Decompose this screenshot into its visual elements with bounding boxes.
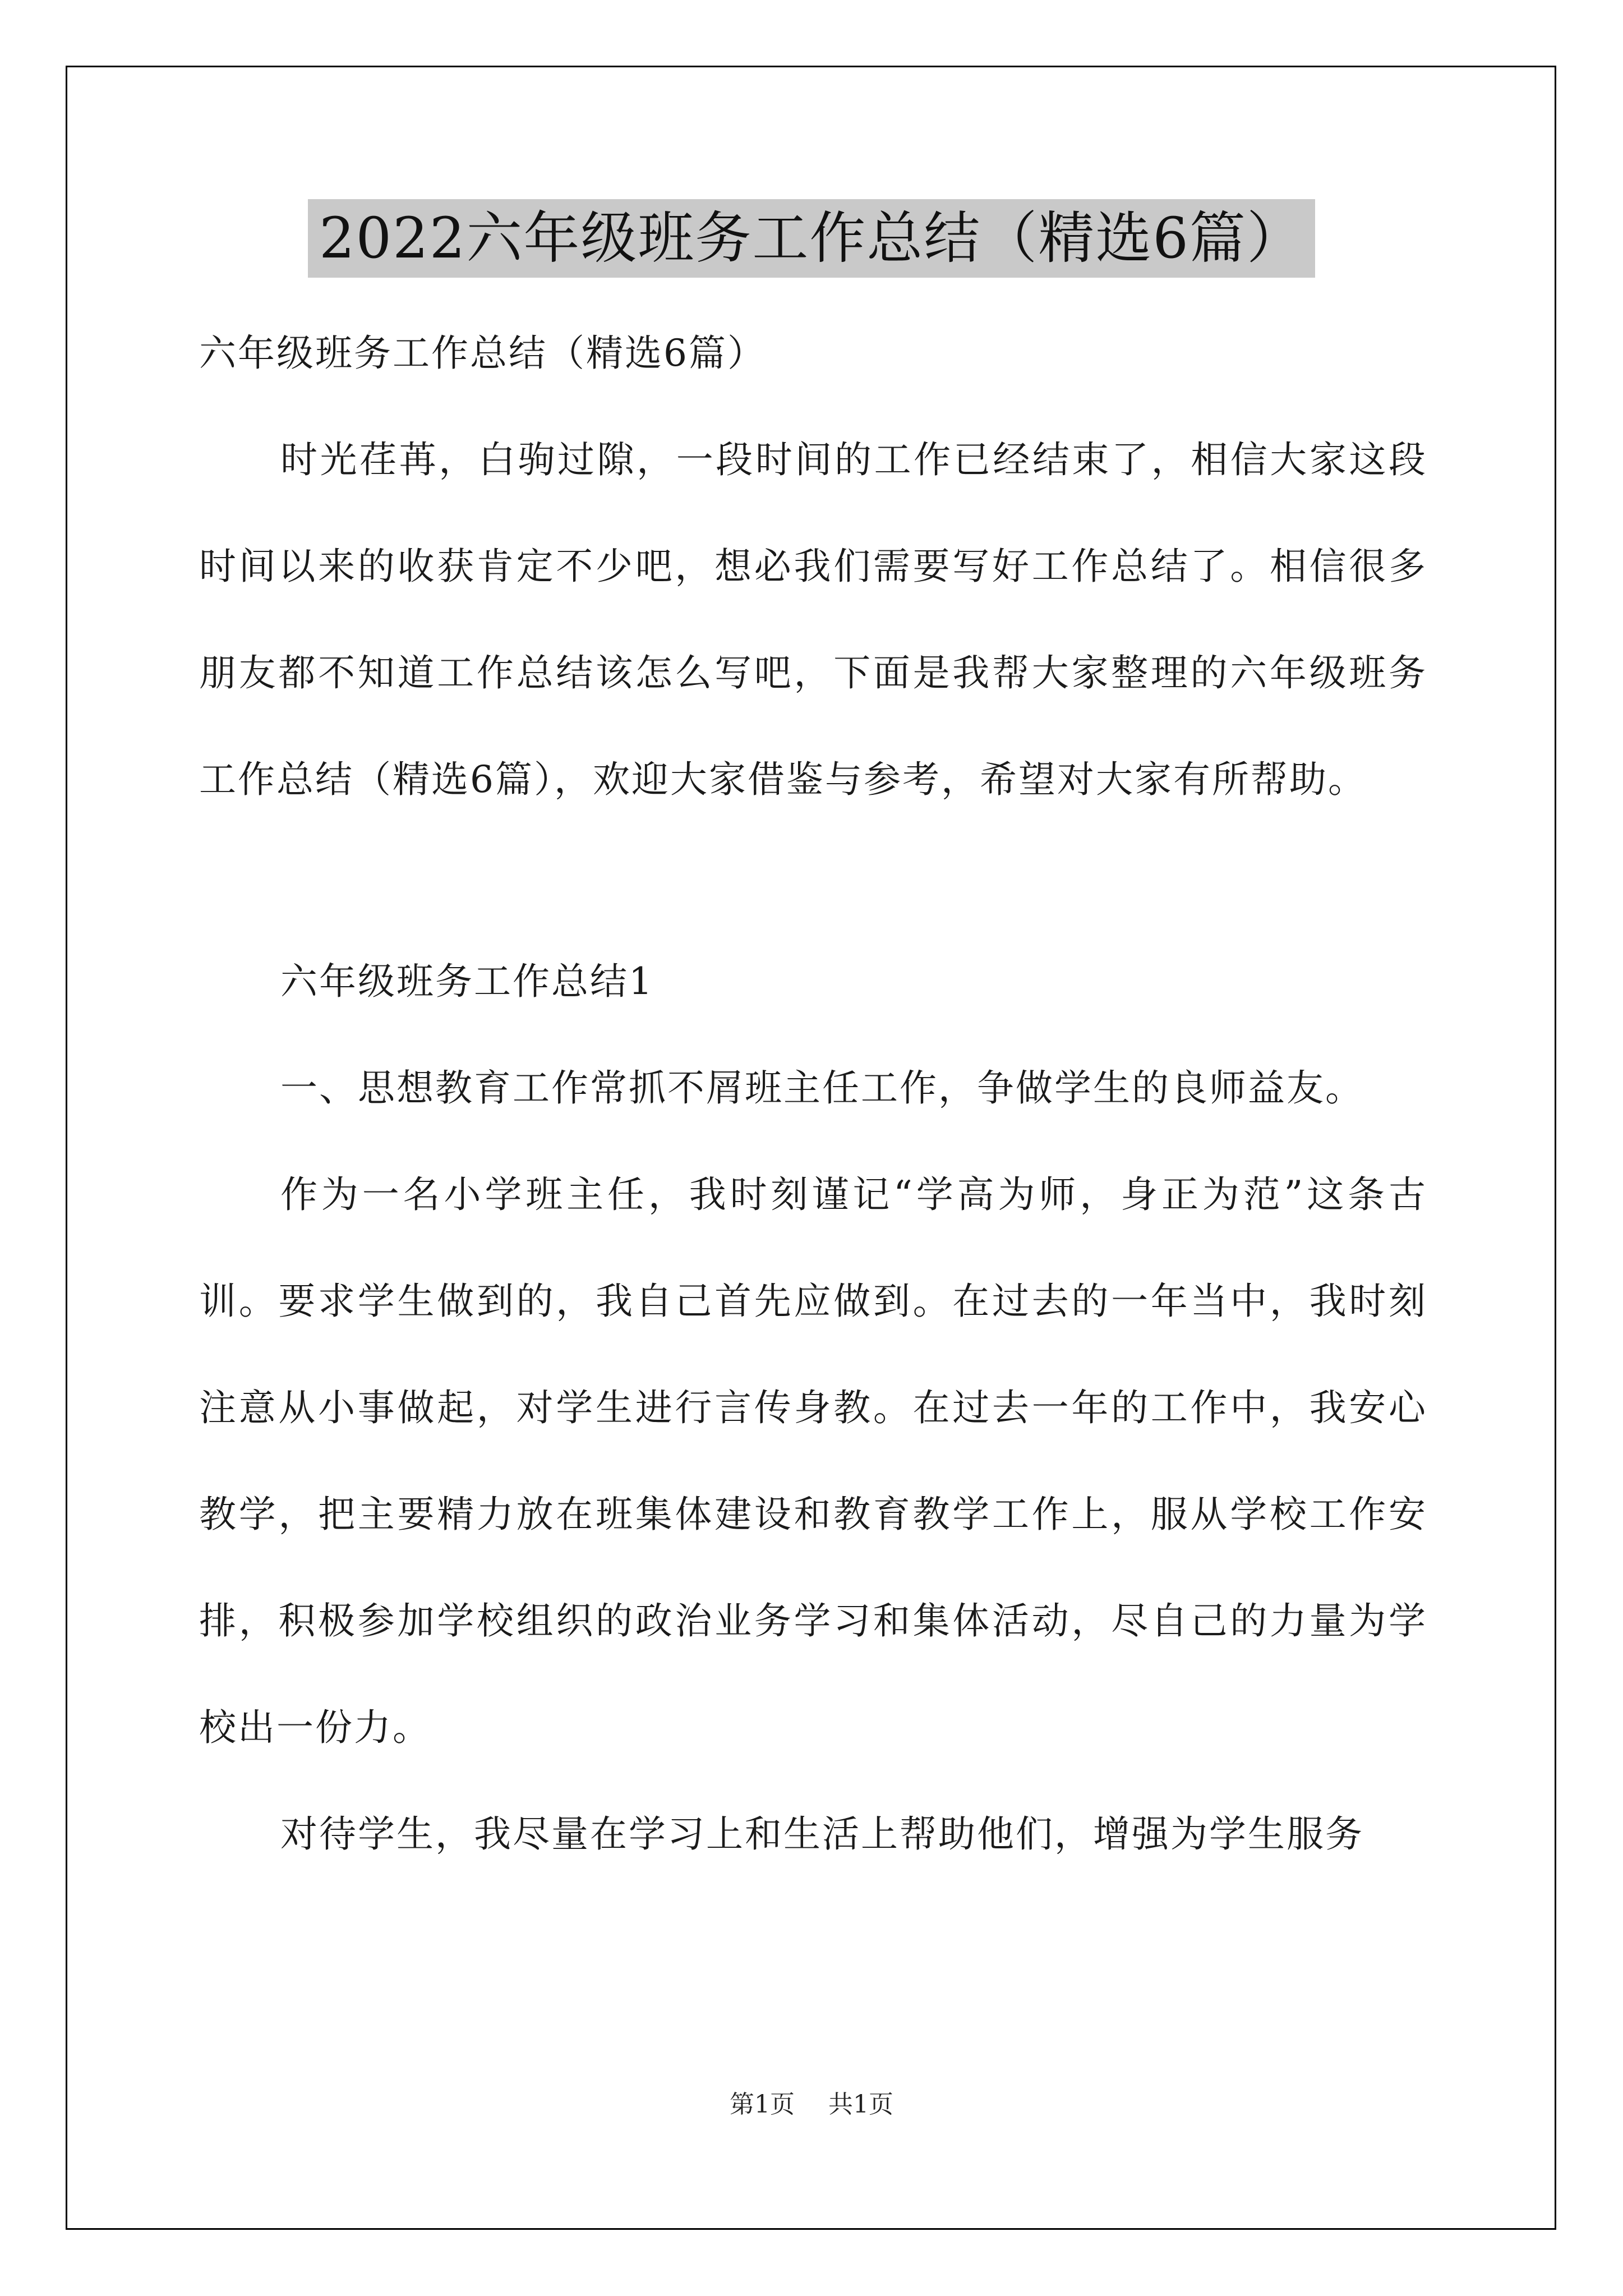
intro-paragraph: 时光荏苒，白驹过隙，一段时间的工作已经结束了，相信大家这段时间以来的收获肯定不少吧，想必我们需要写好工作总结了。相信很多朋友都不知道工作总结该怎么写吧，下面是我帮大家整理的六年级班务工作总结（精选6篇），欢迎大家借鉴与参考，希望对大家有所帮助。 [199,438,1427,801]
page-number: 第1页 [730,2090,795,2119]
title-container [0,199,1623,278]
section-gap [199,833,1427,928]
page-footer [0,2084,1623,2120]
document-title: 2022六年级班务工作总结（精选6篇） [308,199,1315,278]
point-heading: 一、思想教育工作常抓不屑班主任工作，争做学生的良师益友。 [280,1066,1364,1110]
body-paragraph-1: 作为一名小学班主任，我时刻谨记“学高为师，身正为范”这条古训。要求学生做到的，我自己首先应做到。在过去的一年当中，我时刻注意从小事做起，对学生进行言传身教。在过去一年的工作中，我安心教学，把主要精力放在班集体建设和教育教学工作上，服从学校工作安排，积极参加学校组织的政治业务学习和集体活动，尽自己的力量为学校出一份力。 [199,1173,1427,1749]
document-body [199,300,1427,1888]
document-subtitle: 六年级班务工作总结（精选6篇） [199,332,766,375]
section-heading: 六年级班务工作总结1 [280,960,654,1003]
body-paragraph-2: 对待学生，我尽量在学习上和生活上帮助他们，增强为学生服务 [280,1812,1364,1856]
page-total: 共1页 [828,2090,893,2119]
